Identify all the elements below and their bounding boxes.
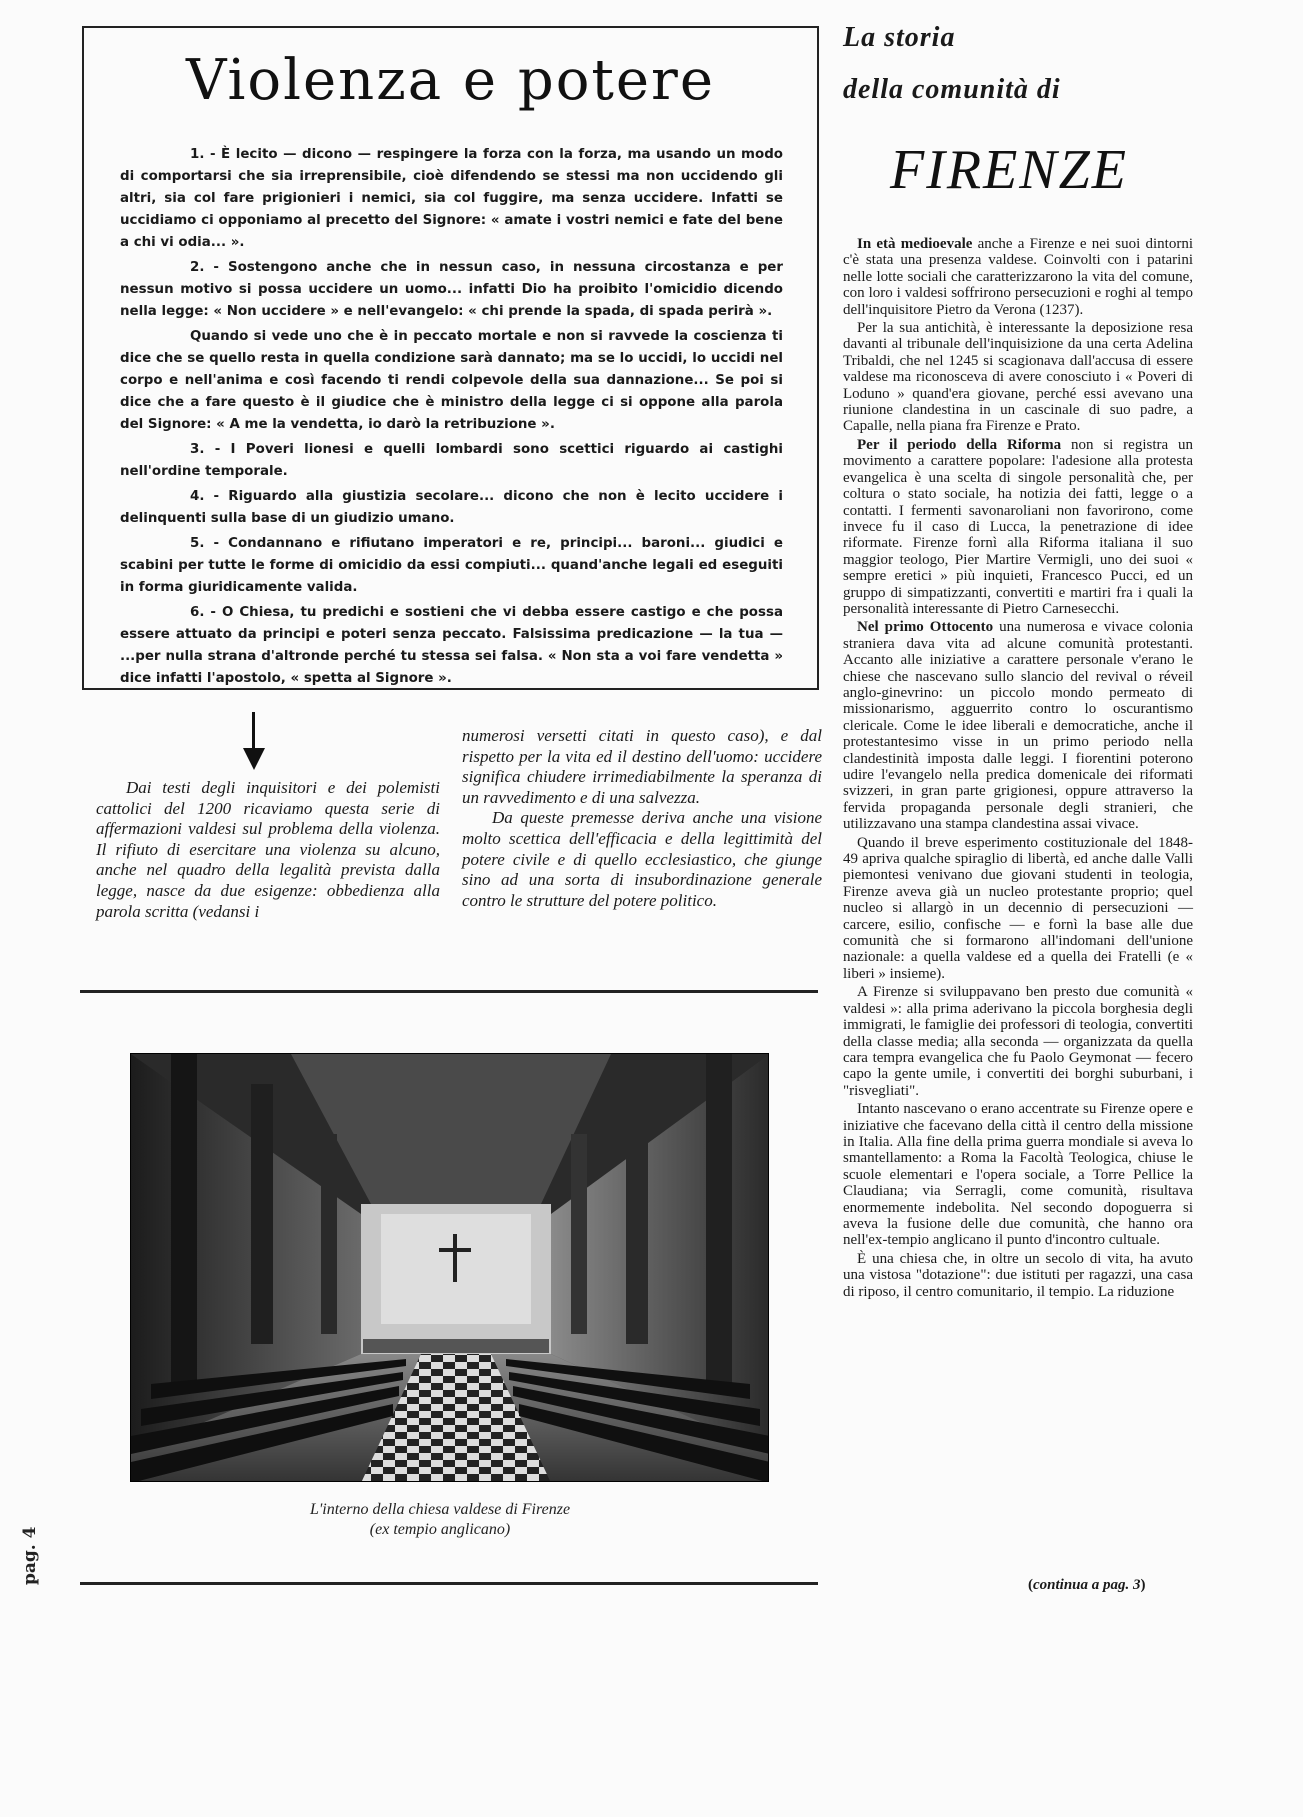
- photo-caption: [240, 1500, 640, 1540]
- paragraph-text: una numerosa e vivace colonia straniera dava vita ad alcune comunità protestanti. Accanto alle iniziative a carattere personale v'erano le chiese che nascevano sullo slancio del revival o réveil anglo-ginevrino: un piccolo mondo permeato di missionarismo, agguerrito contro lo oscurantismo clericale. Come le idee liberali e democratiche, anche il protestantesimo visse in un primo periodo nella clandestinità imposta dalle leggi. I fiorentini poterono udire l'evangelo nella predica domenicale dei riformati svizzeri, in gran parte grigionesi, oppure attraverso la fervida propaganda personale degli stranieri, che utilizzavano una stampa clandestina assai vivace.: [843, 619, 1194, 833]
- paragraph-text: A Firenze si sviluppavano ben presto due comunità « valdesi »: alla prima aderivano la piccola borghesia degli immigrati, le famiglie dei professori di teologia, convertiti della classe media; alla seconda — organizzata da quella cara tempra evangelica che fu Paolo Geymonat — fecero capo la gente umile, i convertiti dei borghi suburbani, i "risvegliati".: [843, 984, 1193, 1099]
- photo-caption-line-1: L'interno della chiesa valdese di Firenze: [309, 1501, 571, 1518]
- paragraph-lead: In età medioevale: [857, 236, 973, 252]
- paragraph-lead: Per il periodo della Riforma: [857, 436, 1062, 453]
- church-interior-photo: [130, 1053, 769, 1482]
- intro-right-text-2: Da queste premesse deriva anche una visione molto scettica dell'efficacia e della legittimità del potere civile e di quello ecclesiastico, che giunge sino ad una sorta di insubordinazione generale contro le strutture del potere politico.: [462, 808, 822, 910]
- divider-bottom: [80, 1582, 818, 1585]
- paragraph-text: anche a Firenze e nei suoi dintorni c'è stata una presenza valdese. Coinvolti con i patarini nelle lotte sociali che caratterizzarono la vita del comune, con loro i valdesi soffrirono persecuzioni e roghi al tempo dell'inquisitore Pietro da Verona (1237).: [843, 236, 1193, 318]
- quote-2: 2. - Sostengono anche che in nessun caso, in nessuna circostanza e per nessun motivo si possa uccidere un uomo... infatti Dio ha proibito l'omicidio dicendo nella legge: « Non uccidere » e nell'evangelo: « chi prende la spada, di spada perirà ».: [120, 260, 783, 319]
- article-paragraph: [843, 437, 1193, 617]
- quote-1: 1. - È lecito — dicono — respingere la forza con la forza, ma usando un modo di comportarsi che sia irreprensibile, cioè difendendo se stessi ma non uccidendo gli altri, sia col fare prigionieri i nemici, sia col fuggire, ma senza uccidere. Infatti se uccidiamo ci opponiamo al precetto del Signore: « amate i vostri nemici e fate del bene a chi vi odia... ».: [120, 147, 783, 250]
- divider-top: [80, 990, 818, 993]
- box-title: Violenza e potere: [186, 48, 715, 113]
- paragraph-text: Quando il breve esperimento costituzionale del 1848-49 apriva qualche spiraglio di libertà, ed anche dalle Valli piemontesi venivano due giovani studenti in teologia, Firenze aveva già un nucleo protestante proprio; quel nucleo si allargò in un decennio di persecuzioni — carcere, esilio, confische — e fornì la base alle due comunità che si formarono all'indomani dell'unione nazionale: a quella valdese ed a quella dei Fratelli (e « liberi » insieme).: [843, 834, 1193, 982]
- quotes-box: [82, 26, 819, 690]
- quote-6: 6. - O Chiesa, tu predichi e sostieni che vi debba essere castigo e che possa essere attuato da principi e poteri senza peccato. Falsissima predicazione — la tua — ...per nulla strana d'altronde perché tu stessa sei falsa. « Non sta a voi fare vendetta » dice infatti l'apostolo, « spetta al Signore ».: [120, 605, 783, 686]
- paragraph-text: Intanto nascevano o erano accentrate su Firenze opere e iniziative che facevano della città il centro della missione in Italia. Alla fine della prima guerra mondiale si aveva lo smantellamento: a Roma la Facoltà Teologica, chiuse le scuole elementari e l'opera sociale, a Torre Pellice la Claudiana; via Serragli, come comunità, risultava enormemente indebolita. Nel secondo dopoguerra si aveva la fusione delle due comunità, che hanno ora nell'ex-tempio anglicano il punto d'incontro cultuale.: [843, 1101, 1193, 1249]
- article-paragraph: [843, 835, 1193, 983]
- paragraph-text: non si registra un movimento a carattere popolare: l'adesione alla protesta evangelica è una scelta di singole personalità che, per coltura o stato sociale, ha notizia dei fatti, legge o a contatti. I fermenti savonaroliani non favorirono, come invece fu il caso di Lucca, la penetrazione di idee riformate. Firenze fornì alla Riforma italiana il suo maggior teologo, Pier Martire Vermigli, uno dei suoi « sempre eretici » più inquieti, Francesco Pucci, ed un gruppo di simpatizzanti, convertiti e martiri fra i quali la personalità interessante di Pietro Carnesecchi.: [843, 436, 1193, 617]
- quote-2-cont: Quando si vede uno che è in peccato mortale e non si ravvede la coscienza ti dice che se quello resta in quella condizione sarà dannato; ma se lo uccidi, lo uccidi nel corpo e nell'anima e così facendo ti rendi colpevole della sua dannazione... Se poi si dice che a fare questo è il giudice che è ministro della legge ci si oppone alla parola del Signore: « A me la vendetta, io darò la retribuzione ».: [120, 329, 783, 432]
- article-paragraph: [843, 1101, 1193, 1249]
- continued-note-text: continua a pag. 3: [1033, 1577, 1141, 1593]
- continued-note: (continua a pag. 3): [1028, 1577, 1146, 1593]
- article-paragraph: [843, 619, 1193, 832]
- article-paragraph: [843, 320, 1193, 435]
- side-title: FIRENZE: [890, 139, 1128, 201]
- intro-left-column: [96, 778, 440, 922]
- article-paragraph: [843, 1251, 1193, 1300]
- quote-3: 3. - I Poveri lionesi e quelli lombardi sono scettici riguardo ai castighi nell'ordine temporale.: [120, 442, 783, 479]
- quote-5: 5. - Condannano e rifiutano imperatori e re, principi... baroni... giudici e scabini per tutte le forme di omicidio da essi compiuti... quand'anche legali ed eseguiti in forma giuridicamente valida.: [120, 536, 783, 595]
- intro-right-column: [462, 726, 822, 911]
- church-interior-illustration: [131, 1054, 769, 1482]
- paragraph-lead: Nel primo Ottocento: [857, 619, 994, 636]
- quote-4: 4. - Riguardo alla giustizia secolare... dicono che non è lecito uccidere i delinquenti sulla base di un giudizio umano.: [120, 489, 783, 526]
- paragraph-text: È una chiesa che, in oltre un secolo di vita, ha avuto una vistosa "dotazione": due istituti per ragazzi, una casa di riposo, il centro comunitario, il tempio. La riduzione: [843, 1250, 1193, 1300]
- side-heading-line-1: La storia: [843, 22, 956, 53]
- photo-caption-line-2: (ex tempio anglicano): [369, 1521, 511, 1538]
- paragraph-text: Per la sua antichità, è interessante la deposizione resa davanti al tribunale dell'inquisizione da una certa Adelina Tribaldi, che nel 1245 si scagionava dall'accusa di essere valdese ma riconosceva di avere conosciuto i « Poveri di Loduno » quand'era giovane, perché essi avevano una riunione clandestina in un cascinale di suo padre, a Capalle, nella piana fra Firenze e Prato.: [843, 320, 1193, 435]
- firenze-article: [843, 236, 1193, 1302]
- quotes-list: [120, 144, 783, 693]
- intro-right-text-1: numerosi versetti citati in questo caso), e dal rispetto per la vita ed il destino dell'uomo: uccidere significa chiudere irrimediabilmente la speranza di un ravvedimento e di una salvezza.: [462, 726, 822, 807]
- article-paragraph: [843, 236, 1193, 318]
- side-heading-line-2: della comunità di: [843, 74, 1061, 105]
- intro-left-text: Dai testi degli inquisitori e dei polemisti cattolici del 1200 ricaviamo questa serie di affermazioni valdesi sul problema della violenza. Il rifiuto di esercitare una violenza su alcuno, anche nel quadro della legalità prevista dalla legge, nasce da due esigenze: obbedienza alla parola scritta (vedansi i: [96, 778, 440, 921]
- article-paragraph: [843, 984, 1193, 1099]
- down-arrow-icon: [242, 712, 266, 770]
- page-number: pag. 4: [20, 1526, 40, 1585]
